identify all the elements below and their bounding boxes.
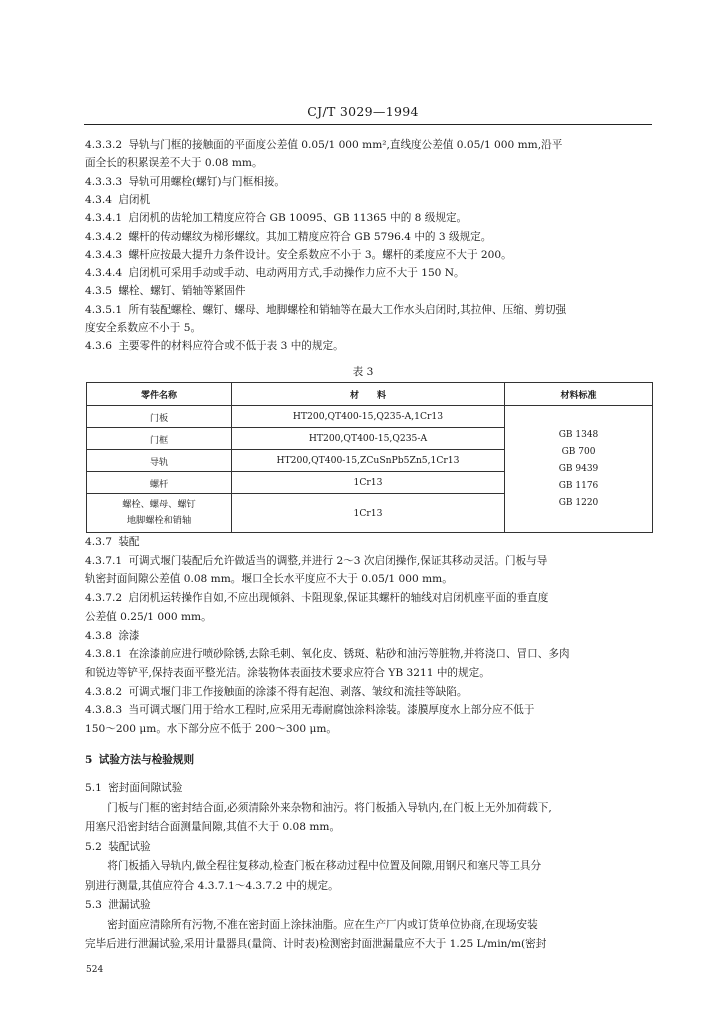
page-number: 524: [86, 965, 104, 975]
table-caption: 表 3: [352, 366, 374, 378]
part-line: 地脚螺栓和销轴: [126, 515, 192, 526]
standard-item: GB 9439: [558, 463, 599, 474]
material-cell: HT200,QT400-15,Q235-A,1Cr13: [232, 406, 505, 428]
clause-number: 4.3.5: [85, 285, 112, 298]
clause-text: 螺杆的传动螺纹为梯形螺纹。其加工精度应符合 GB 5796.4 中的 3 级规定。: [128, 230, 492, 243]
clause-text: 用塞尺沿密封结合面测量间隙,其值不大于 0.08 mm。: [85, 821, 341, 833]
clause-number: 5.3: [85, 899, 102, 911]
clause-number: 4.3.4.2: [85, 230, 123, 243]
header-rule: [84, 124, 652, 125]
clause-text: 度安全系数应不小于 5。: [85, 322, 202, 334]
clause-text: 公差值 0.25/1 000 mm。: [85, 610, 212, 623]
clause-number: 4.3.4.4: [85, 267, 123, 280]
clause-text: 密封面应清除所有污物,不准在密封面上涂抹油脂。应在生产厂内或订货单位协商,在现场安装: [107, 918, 538, 931]
text-line: [85, 534, 655, 550]
text-line: [85, 320, 655, 336]
clause-text: 螺杆应按最大提升力条件设计。安全系数应不小于 3。螺杆的柔度应不大于 200。: [128, 248, 512, 261]
section-number: 5: [85, 754, 93, 766]
text-line: [85, 819, 655, 835]
text-line: [85, 155, 655, 171]
clause-text: 泄漏试验: [108, 899, 151, 911]
text-line: [85, 553, 655, 569]
clause-number: 4.3.3.2: [85, 139, 123, 151]
clause-text: 导轨与门框的接触面的平面度公差值 0.05/1 000 mm²,直线度公差值 0.05/1 000 mm,沿平: [128, 139, 563, 151]
clause-text: 启闭机可采用手动或手动、电动两用方式,手动操作力应不大于 150 N。: [128, 267, 465, 280]
standard-item: GB 1348: [558, 429, 599, 440]
part-line: 螺栓、螺母、螺钉: [122, 499, 196, 510]
clause-text: 可调式堰门非工作接触面的涂漆不得有起泡、剥落、皱纹和流挂等缺陷。: [128, 685, 468, 698]
text-line: [85, 571, 655, 587]
clause-text: 涂漆: [118, 629, 140, 642]
clause-number: 4.3.6: [85, 340, 112, 353]
text-line: [85, 229, 655, 245]
table-row: [87, 406, 653, 428]
clause-text: 门板与门框的密封结合面,必须清除外来杂物和油污。将门板插入导轨内,在门板上无外加荷载下,: [107, 801, 552, 814]
text-line: [85, 917, 655, 933]
part-cell: 门板: [87, 406, 232, 428]
standard-item: GB 700: [561, 446, 596, 457]
text-line: [85, 338, 655, 354]
part-cell: 门框: [87, 428, 232, 450]
material-cell: HT200,QT400-15,ZCuSnPb5Zn5,1Cr13: [232, 450, 505, 472]
clause-number: 5.1: [85, 782, 102, 794]
text-line: [85, 302, 655, 318]
text-line: [85, 878, 655, 894]
text-line: [85, 665, 655, 681]
text-line: [85, 628, 655, 644]
clause-number: 4.3.8: [85, 629, 112, 642]
clause-text: 密封面间隙试验: [108, 782, 183, 794]
text-line: [85, 192, 655, 208]
clause-text: 装配试验: [108, 840, 151, 853]
text-line: [85, 283, 655, 299]
clause-text: 启闭机的齿轮加工精度应符合 GB 10095、GB 11365 中的 8 级规定。: [128, 212, 468, 225]
page-header: CJ/T 3029—1994: [307, 104, 419, 119]
clause-number: 5.2: [85, 840, 102, 853]
standard-item: GB 1176: [558, 480, 599, 491]
clause-number: 4.3.4: [85, 193, 112, 206]
clause-text: 150～200 μm。水下部分应不低于 200～300 μm。: [85, 723, 337, 735]
text-line: [85, 721, 655, 737]
text-line: [85, 897, 655, 913]
part-cell: [87, 494, 232, 533]
clause-number: 4.3.4.3: [85, 248, 123, 261]
text-line: [85, 839, 655, 855]
part-cell: 螺杆: [87, 472, 232, 494]
clause-number: 4.3.7.1: [85, 554, 123, 567]
text-line: [85, 936, 655, 952]
clause-number: 4.3.5.1: [85, 303, 123, 316]
text-line: [85, 210, 655, 226]
materials-table: [86, 382, 653, 528]
clause-text: 面全长的积累误差不大于 0.08 mm。: [85, 157, 263, 170]
text-line: [85, 684, 655, 700]
clause-text: 所有装配螺栓、螺钉、螺母、地脚螺栓和销轴等在最大工作水头启闭时,其拉伸、压缩、剪切强: [128, 303, 567, 316]
clause-number: 4.3.7.2: [85, 592, 123, 605]
clause-text: 主要零件的材料应符合或不低于表 3 中的规定。: [118, 340, 344, 353]
clause-text: 启闭机运转操作自如,不应出现倾斜、卡阻现象,保证其螺杆的轴线对启闭机座平面的垂直度: [128, 592, 549, 605]
text-line: [85, 265, 655, 281]
clause-text: 启闭机: [118, 193, 151, 206]
text-line: [85, 800, 655, 816]
text-line: [85, 247, 655, 263]
col-header-part: 零件名称: [87, 383, 232, 406]
clause-text: 将门板插入导轨内,做全程往复移动,检查门板在移动过程中位置及间隙,用钢尺和塞尺等工具分: [107, 860, 542, 872]
clause-text: 在涂漆前应进行喷砂除锈,去除毛刺、氧化皮、锈斑、粘砂和油污等脏物,并将浇口、冒口、多肉: [128, 648, 570, 661]
clause-number: 4.3.8.2: [85, 685, 123, 698]
clause-text: 别进行测量,其值应符合 4.3.7.1～4.3.7.2 中的规定。: [85, 879, 339, 892]
clause-text: 和锐边等铲平,保持表面平整光洁。涂装物体表面技术要求应符合 YB 3211 中的规定。: [85, 666, 490, 679]
material-cell: 1Cr13: [232, 472, 505, 494]
section-title: 试验方法与检验规则: [98, 754, 195, 766]
clause-text: 完毕后进行泄漏试验,采用计量器具(量筒、计时表)检测密封面泄漏量应不大于 1.25 L/min/m(密封: [85, 938, 547, 950]
clause-text: 装配: [118, 536, 140, 548]
clause-text: 导轨可用螺栓(螺钉)与门框相接。: [128, 175, 286, 188]
clause-number: 4.3.8.3: [85, 704, 123, 717]
text-line: [85, 702, 655, 718]
clause-text: 轨密封面间隙公差值 0.08 mm。堰口全长水平度应不大于 0.05/1 000 mm。: [85, 573, 453, 586]
text-line: [85, 858, 655, 874]
clause-text: 当可调式堰门用于给水工程时,应采用无毒耐腐蚀涂料涂装。漆膜厚度水上部分应不低于: [128, 704, 535, 717]
col-header-material: 材 料: [232, 383, 505, 406]
section-5-heading: [85, 752, 655, 768]
text-line: [85, 137, 655, 153]
clause-number: 4.3.3.3: [85, 175, 123, 188]
material-cell: HT200,QT400-15,Q235-A: [232, 428, 505, 450]
clause-number: 4.3.8.1: [85, 648, 123, 661]
clause-number: 4.3.7: [85, 536, 112, 548]
standard-item: GB 1220: [558, 497, 599, 508]
col-header-standard: 材料标准: [505, 383, 653, 406]
part-cell: 导轨: [87, 450, 232, 472]
table-header-row: [87, 383, 653, 406]
clause-text: 可调式堰门装配后允许做适当的调整,并进行 2～3 次启闭操作,保证其移动灵活。门板与导: [128, 554, 548, 567]
text-line: [85, 609, 655, 625]
material-cell: 1Cr13: [232, 494, 505, 533]
text-line: [85, 590, 655, 606]
text-line: [85, 646, 655, 662]
text-line: [85, 780, 655, 796]
standards-cell: [505, 406, 653, 533]
clause-text: 螺栓、螺钉、销轴等紧固件: [118, 285, 246, 298]
clause-number: 4.3.4.1: [85, 212, 123, 225]
text-line: [85, 174, 655, 190]
